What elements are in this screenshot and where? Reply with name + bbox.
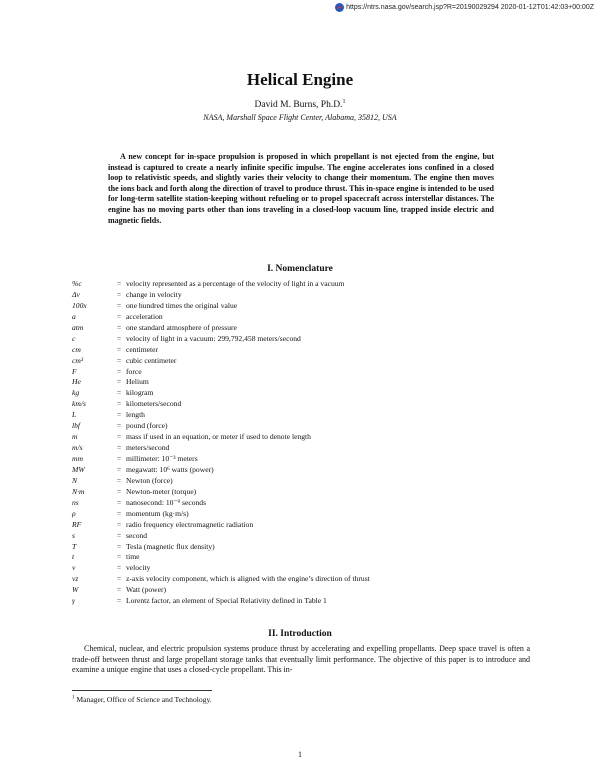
nomenclature-row [72,563,542,574]
nomenclature-definition: kilogram [126,388,154,398]
footnote-divider [72,690,212,691]
nomenclature-symbol: MW [72,464,85,474]
nomenclature-equals: = [116,574,122,584]
nomenclature-definition: Lorentz factor, an element of Special Relativity defined in Table 1 [126,596,327,606]
nomenclature-row [72,596,542,607]
nomenclature-equals: = [116,497,122,507]
nomenclature-list [72,279,542,607]
nomenclature-definition: Helium [126,377,149,387]
nomenclature-equals: = [116,355,122,365]
nomenclature-equals: = [116,541,122,551]
nomenclature-row [72,542,542,553]
nomenclature-symbol: γ [72,596,75,606]
nomenclature-definition: one standard atmosphere of pressure [126,322,237,332]
nomenclature-definition: second [126,530,148,540]
nomenclature-row [72,367,542,378]
nomenclature-definition: change in velocity [126,289,182,299]
nomenclature-definition: Newton-meter (torque) [126,486,197,496]
nomenclature-row [72,279,542,290]
nomenclature-definition: acceleration [126,311,163,321]
nomenclature-equals: = [116,388,122,398]
nomenclature-equals: = [116,585,122,595]
nomenclature-row [72,498,542,509]
nomenclature-definition: z-axis velocity component, which is aligned with the engine’s direction of thrust [126,574,370,584]
nomenclature-equals: = [116,410,122,420]
nomenclature-equals: = [116,300,122,310]
nomenclature-symbol: km/s [72,399,86,409]
nomenclature-row [72,585,542,596]
nomenclature-definition: velocity represented as a percentage of the velocity of light in a vacuum [126,279,345,288]
nomenclature-equals: = [116,333,122,343]
nomenclature-definition: one hundred times the original value [126,300,238,310]
nomenclature-row [72,574,542,585]
nomenclature-symbol: RF [72,519,82,529]
footnote-mark: 1 [72,695,75,701]
nomenclature-symbol: mm [72,454,83,463]
nomenclature-definition: velocity of light in a vacuum: 299,792,458 meters/second [126,333,301,343]
nomenclature-equals: = [116,552,122,562]
page-number: 1 [298,750,302,759]
nomenclature-row [72,290,542,301]
nomenclature-row [72,388,542,399]
nomenclature-equals: = [116,519,122,529]
nomenclature-symbol: T [72,541,77,551]
nomenclature-row [72,520,542,531]
nomenclature-row [72,421,542,432]
nomenclature-row [72,531,542,542]
nomenclature-definition: kilometers/second [126,399,182,409]
nomenclature-equals: = [116,530,122,540]
introduction-text: Chemical, nuclear, and electric propulsion systems produce thrust by accelerating and expelling propellants. Deep space travel is often a trade-off between thrust and large propellant storage tanks that eventually limit performance. The objective of this paper is to introduce and examine a unique engine that uses a closed-cycle propellant. This in- [72,644,530,675]
author-name: David M. Burns, Ph.D. [254,100,343,111]
ntrs-url[interactable]: https://ntrs.nasa.gov/search.jsp?R=20190029294 2020-01-12T01:42:03+00:00Z [346,4,594,11]
nomenclature-symbol: s [72,530,75,540]
nomenclature-equals: = [116,443,122,453]
nomenclature-definition: force [126,366,142,376]
nomenclature-symbol: m [72,432,78,442]
nomenclature-equals: = [116,322,122,332]
nomenclature-row [72,345,542,356]
nomenclature-row [72,301,542,312]
nomenclature-row [72,454,542,465]
nomenclature-symbol: L [72,410,77,420]
nomenclature-symbol: a [72,311,76,321]
nomenclature-row [72,356,542,367]
nomenclature-definition: meters/second [126,443,170,453]
nomenclature-symbol: vz [72,574,79,584]
nomenclature-definition: megawatt: 10⁶ watts (power) [126,464,214,474]
author-line [0,99,600,110]
nomenclature-row [72,443,542,454]
nomenclature-row [72,377,542,388]
introduction-heading: II. Introduction [268,629,332,639]
nomenclature-definition: momentum (kg·m/s) [126,508,189,518]
nomenclature-definition: cubic centimeter [126,355,177,365]
nomenclature-row [72,552,542,563]
nomenclature-symbol: cm [72,344,81,354]
nomenclature-definition: nanosecond: 10⁻⁹ seconds [126,497,207,507]
nomenclature-symbol: lbf [72,421,81,431]
nomenclature-definition: millimeter: 10⁻³ meters [126,454,198,463]
nomenclature-definition: mass if used in an equation, or meter if used to denote length [126,432,311,442]
nomenclature-definition: length [126,410,145,420]
nomenclature-equals: = [116,344,122,354]
nomenclature-symbol: 100x [72,300,87,310]
nomenclature-row [72,465,542,476]
nomenclature-symbol: c [72,333,76,343]
nomenclature-symbol: ns [72,497,79,507]
nomenclature-equals: = [116,486,122,496]
nomenclature-symbol: m/s [72,443,83,453]
nomenclature-definition: Tesla (magnetic flux density) [126,541,215,551]
nomenclature-definition: radio frequency electromagnetic radiation [126,519,254,529]
nomenclature-symbol: W [72,585,79,595]
nomenclature-symbol: kg [72,388,80,398]
nomenclature-equals: = [116,421,122,431]
nomenclature-equals: = [116,475,122,485]
nomenclature-row [72,312,542,323]
nomenclature-row [72,399,542,410]
nomenclature-symbol: N [72,475,78,485]
nomenclature-row [72,509,542,520]
nomenclature-equals: = [116,289,122,299]
nomenclature-symbol: %c [72,279,82,288]
footnote [72,695,212,704]
nomenclature-definition: pound (force) [126,421,168,431]
nomenclature-equals: = [116,432,122,442]
nomenclature-equals: = [116,454,122,463]
nomenclature-definition: Watt (power) [126,585,167,595]
nomenclature-equals: = [116,508,122,518]
nomenclature-symbol: N·m [72,486,85,496]
affiliation: NASA, Marshall Space Flight Center, Alabama, 35812, USA [203,113,397,122]
nomenclature-row [72,432,542,443]
nomenclature-definition: centimeter [126,344,159,354]
nomenclature-symbol: t [72,552,75,562]
nomenclature-symbol: F [72,366,77,376]
ntrs-logo-icon [335,3,344,12]
nomenclature-equals: = [116,563,122,573]
nomenclature-row [72,334,542,345]
nomenclature-equals: = [116,279,122,288]
nomenclature-symbol: Δv [72,289,80,299]
nomenclature-symbol: ρ [72,508,76,518]
author-footnote-mark: 1 [342,99,346,105]
nomenclature-symbol: v [72,563,76,573]
nomenclature-equals: = [116,464,122,474]
nomenclature-equals: = [116,399,122,409]
nomenclature-heading: I. Nomenclature [267,264,333,274]
ntrs-header [335,3,594,12]
nomenclature-equals: = [116,311,122,321]
nomenclature-row [72,476,542,487]
nomenclature-equals: = [116,366,122,376]
nomenclature-symbol: He [72,377,81,387]
nomenclature-definition: Newton (force) [126,475,173,485]
nomenclature-symbol: atm [72,322,84,332]
nomenclature-definition: velocity [126,563,151,573]
nomenclature-definition: time [126,552,140,562]
nomenclature-equals: = [116,377,122,387]
nomenclature-row [72,410,542,421]
footnote-text: Manager, Office of Science and Technology. [76,695,212,704]
abstract: A new concept for in-space propulsion is proposed in which propellant is not ejected from the engine, but instead is captured to create a nearly infinite specific impulse. The engine accelerates ions confined in a closed loop to relativistic speeds, and slightly varies their velocity to change their momentum. The engine then moves the ions back and forth along the direction of travel to produce thrust. This in-space engine is intended to be used for long-term satellite station-keeping without refueling or to propel spacecraft across interstellar distances. The engine has no moving parts other than ions traveling in a closed-loop vacuum line, trapped inside electric and magnetic fields. [108,152,494,225]
nomenclature-symbol: cm³ [72,355,84,365]
nomenclature-equals: = [116,596,122,606]
nomenclature-row [72,323,542,334]
paper-title: Helical Engine [246,70,354,89]
nomenclature-row [72,487,542,498]
